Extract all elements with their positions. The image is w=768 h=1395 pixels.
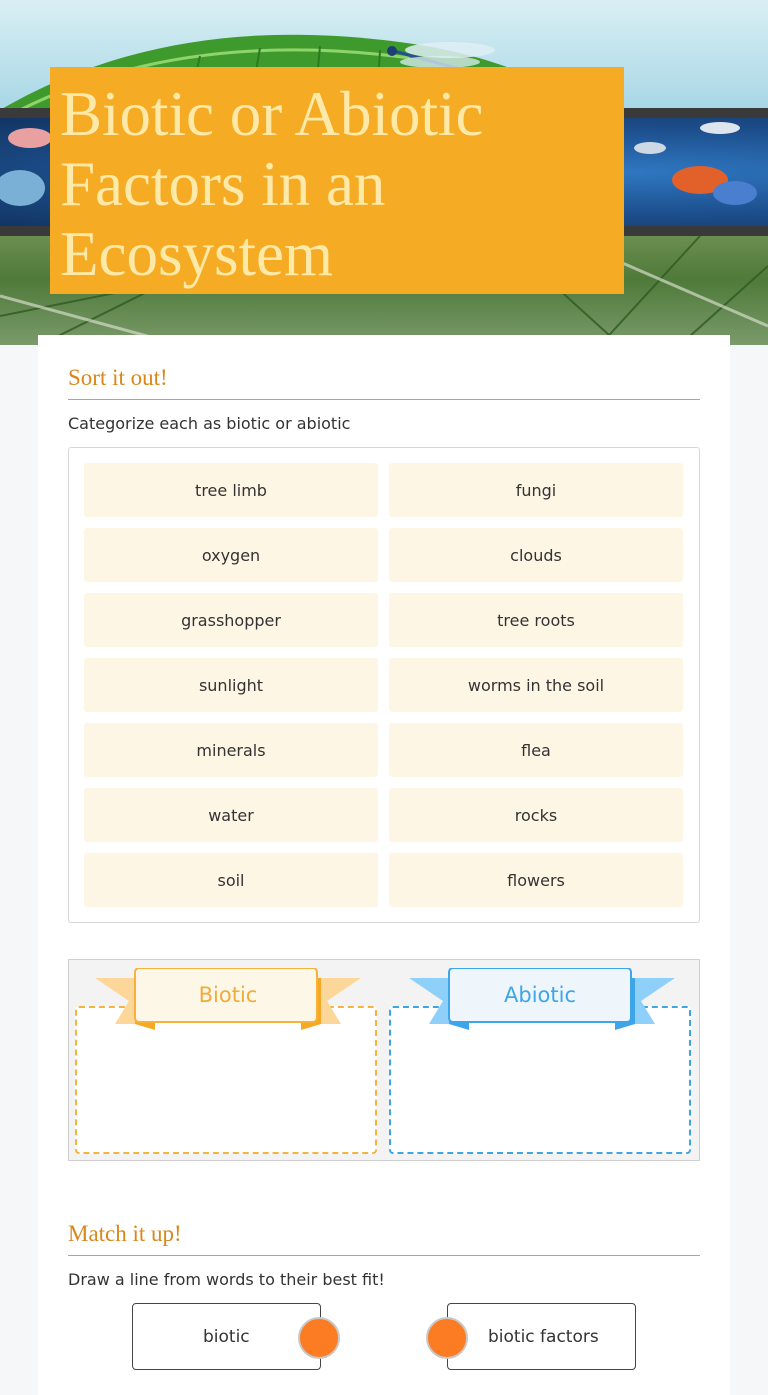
sort-item-chip[interactable]: fungi: [389, 463, 683, 517]
sort-item-chip[interactable]: grasshopper: [84, 593, 378, 647]
match-left-item[interactable]: [132, 1303, 321, 1370]
sort-item-chip[interactable]: soil: [84, 853, 378, 907]
match-right-connector-dot[interactable]: [426, 1317, 468, 1359]
worksheet-title-box: [50, 67, 624, 294]
sort-item-chip[interactable]: clouds: [389, 528, 683, 582]
sort-item-chip[interactable]: flowers: [389, 853, 683, 907]
abiotic-bin-label: Abiotic: [504, 983, 576, 1007]
sortable-items-area: [68, 447, 700, 923]
sort-item-chip[interactable]: flea: [389, 723, 683, 777]
match-left-label: biotic: [203, 1326, 250, 1347]
worksheet-card: [38, 335, 730, 1395]
sort-item-chip[interactable]: worms in the soil: [389, 658, 683, 712]
sort-item-chip[interactable]: rocks: [389, 788, 683, 842]
match-section-title: Match it up!: [68, 1221, 700, 1256]
sorting-bins-area: [68, 959, 700, 1161]
sort-section-title: Sort it out!: [68, 365, 700, 400]
sort-item-chip[interactable]: oxygen: [84, 528, 378, 582]
match-right-item[interactable]: [447, 1303, 636, 1370]
match-right-label: biotic factors: [488, 1326, 599, 1347]
sort-item-chip[interactable]: tree roots: [389, 593, 683, 647]
biotic-bin-label: Biotic: [198, 983, 258, 1007]
sort-item-chip[interactable]: water: [84, 788, 378, 842]
sort-item-chip[interactable]: minerals: [84, 723, 378, 777]
sort-instruction: Categorize each as biotic or abiotic: [68, 414, 351, 433]
sort-item-chip[interactable]: sunlight: [84, 658, 378, 712]
match-left-connector-dot[interactable]: [298, 1317, 340, 1359]
page-title: Biotic or Abiotic Factors in an Ecosystem: [60, 79, 484, 289]
match-instruction: Draw a line from words to their best fit!: [68, 1270, 385, 1289]
sort-item-chip[interactable]: tree limb: [84, 463, 378, 517]
